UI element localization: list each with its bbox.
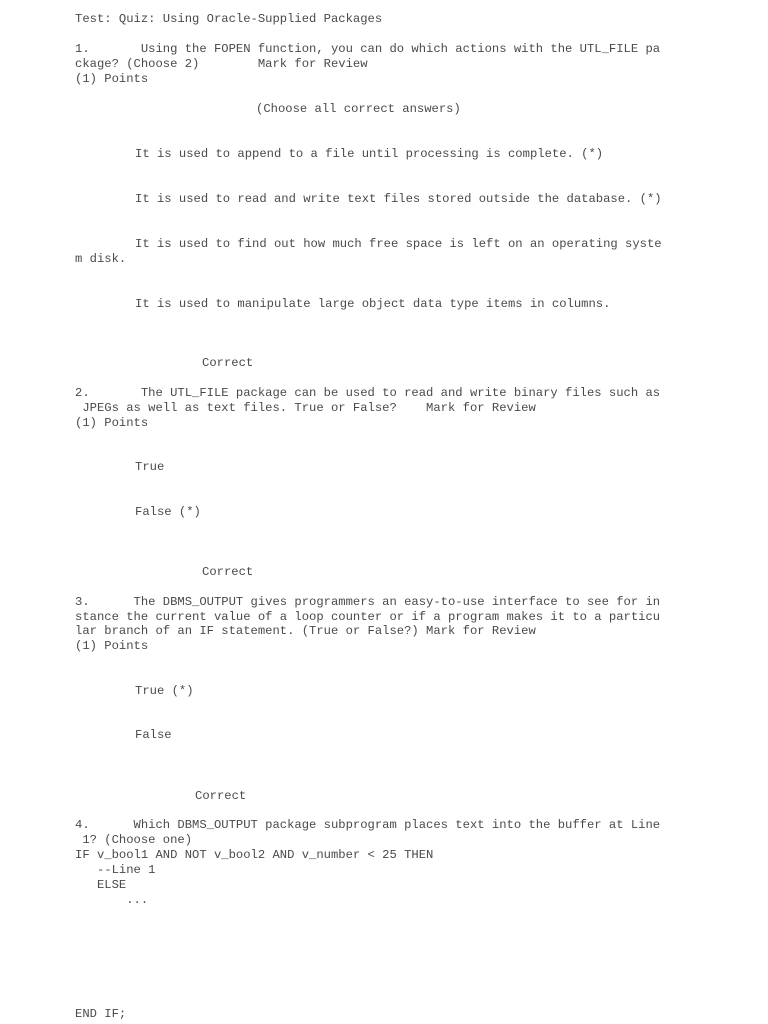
question-2-points: (1) Points xyxy=(75,416,149,430)
question-2-option-2: False (*) xyxy=(135,505,201,519)
question-4-code-line-3: ELSE xyxy=(75,878,127,892)
question-4-text-line-2: 1? (Choose one) xyxy=(75,833,193,847)
question-3-text-line-3: lar branch of an IF statement. (True or False?) Mark for Review xyxy=(75,624,536,638)
question-3-text-line-2: stance the current value of a loop counter or if a program makes it to a particu xyxy=(75,610,661,624)
question-2-result: Correct xyxy=(202,565,254,579)
question-1-text-line-2: ckage? (Choose 2) Mark for Review xyxy=(75,57,368,71)
question-2-option-1: True xyxy=(135,460,165,474)
question-1-option-3-line-2: m disk. xyxy=(75,252,127,266)
question-4-code-line-5: END IF; xyxy=(75,1007,127,1021)
question-1-result: Correct xyxy=(202,356,254,370)
question-4-code-line-1: IF v_bool1 AND NOT v_bool2 AND v_number < 25 THEN xyxy=(75,848,434,862)
question-1-instruction: (Choose all correct answers) xyxy=(256,102,461,116)
question-3-option-2: False xyxy=(135,728,172,742)
question-4-code-line-2: --Line 1 xyxy=(75,863,156,877)
question-1-option-2: It is used to read and write text files stored outside the database. (*) xyxy=(135,192,662,206)
question-1-option-3-line-1: It is used to find out how much free space is left on an operating syste xyxy=(135,237,662,251)
question-1-text-line-1: 1. Using the FOPEN function, you can do which actions with the UTL_FILE pa xyxy=(75,42,661,56)
question-3-option-1: True (*) xyxy=(135,684,194,698)
question-1-points: (1) Points xyxy=(75,72,149,86)
question-3-result: Correct xyxy=(195,789,247,803)
page-title: Test: Quiz: Using Oracle-Supplied Packages xyxy=(75,12,383,26)
question-1-option-4: It is used to manipulate large object data type items in columns. xyxy=(135,297,611,311)
question-2-text-line-2: JPEGs as well as text files. True or False? Mark for Review xyxy=(75,401,536,415)
question-3-text-line-1: 3. The DBMS_OUTPUT gives programmers an easy-to-use interface to see for in xyxy=(75,595,661,609)
question-2-text-line-1: 2. The UTL_FILE package can be used to read and write binary files such as xyxy=(75,386,661,400)
question-4-code-line-4: ... xyxy=(75,893,149,907)
question-1-option-1: It is used to append to a file until processing is complete. (*) xyxy=(135,147,604,161)
question-4-text-line-1: 4. Which DBMS_OUTPUT package subprogram places text into the buffer at Line xyxy=(75,818,661,832)
question-3-points: (1) Points xyxy=(75,639,149,653)
